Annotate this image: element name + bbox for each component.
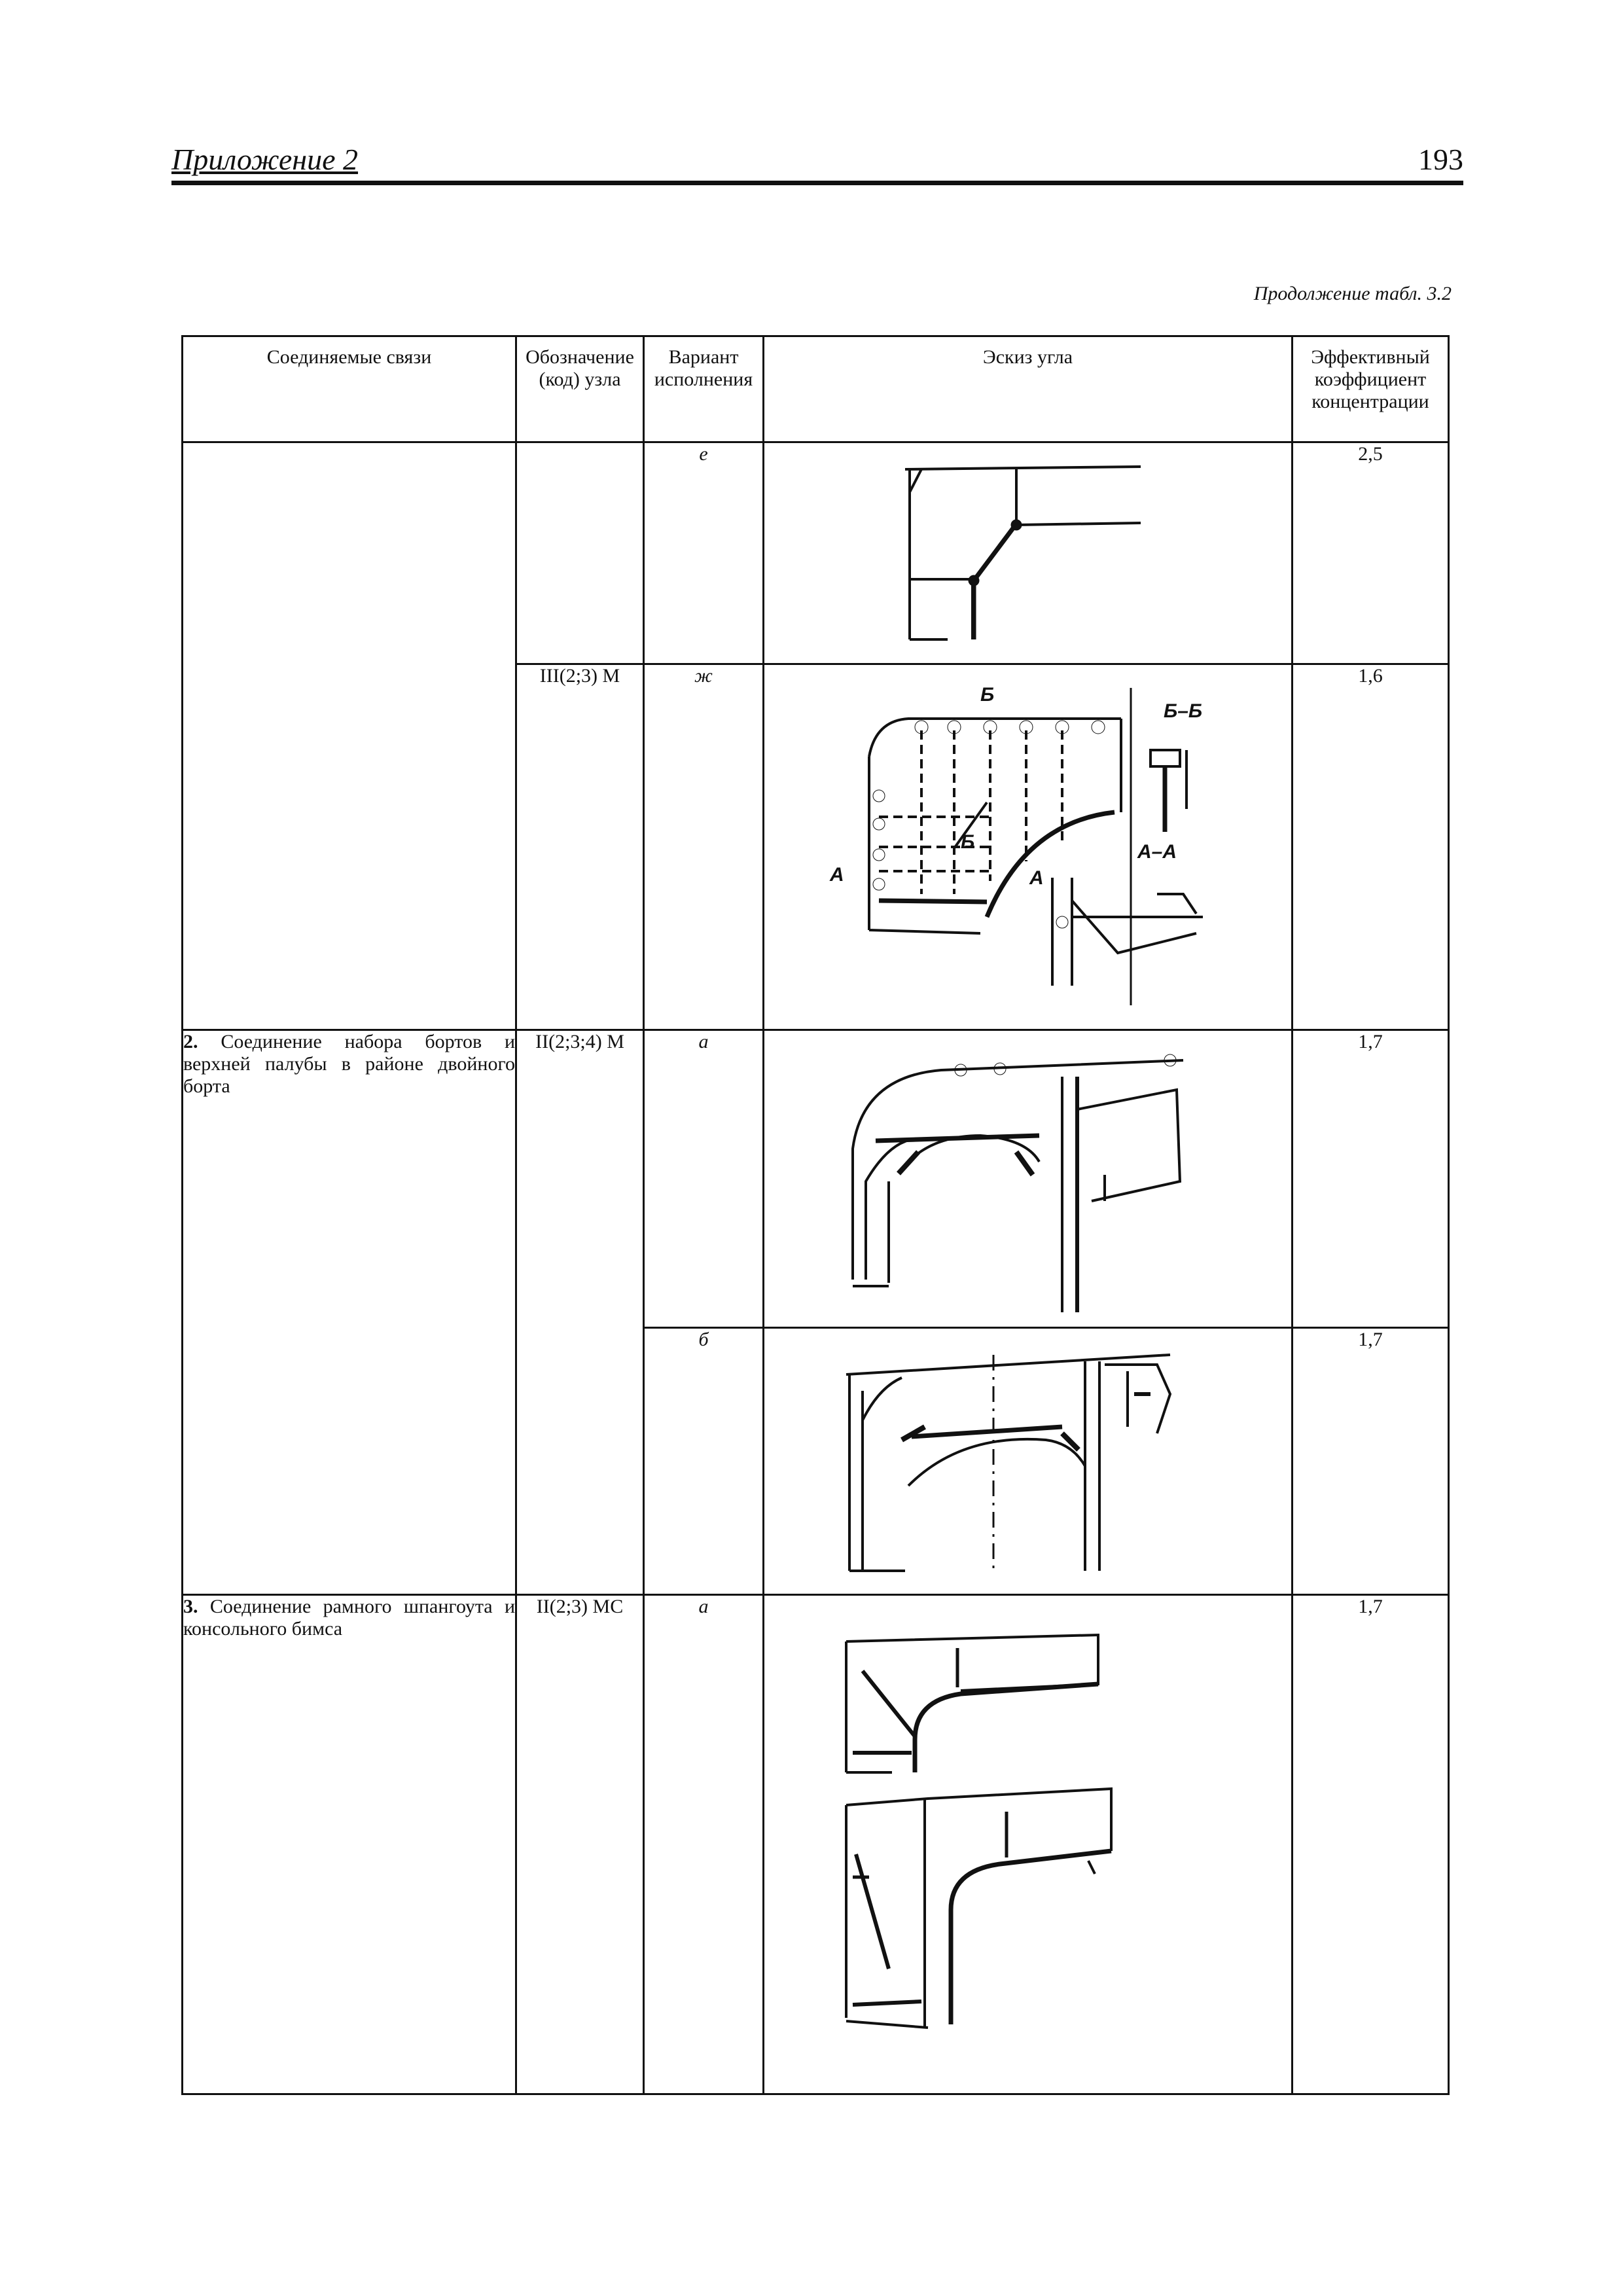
joints-table	[181, 335, 1450, 2095]
variant-cell: а	[644, 1030, 764, 1328]
variant-cell: е	[644, 442, 764, 664]
coefficient-cell: 1,6	[1293, 664, 1449, 1030]
sketch-variant-2a	[764, 1031, 1293, 1327]
sketch-label: А	[830, 864, 844, 886]
sketch-label: А	[1029, 867, 1044, 889]
joint-number: 3.	[183, 1596, 198, 1617]
coefficient-cell: 1,7	[1293, 1595, 1449, 2094]
sketch-variant-zh	[764, 665, 1293, 1029]
variant-cell: а	[644, 1595, 764, 2094]
coefficient-cell: 2,5	[1293, 442, 1449, 664]
header-joint: Соединяемые связи	[183, 336, 516, 442]
variant-cell: ж	[644, 664, 764, 1030]
coefficient-cell: 1,7	[1293, 1328, 1449, 1595]
variant-cell: б	[644, 1328, 764, 1595]
page-number: 193	[1418, 143, 1463, 176]
code-cell: III(2;3) M	[516, 664, 644, 1030]
sketch-variant-2b	[764, 1329, 1293, 1594]
code-cell: II(2;3) MC	[516, 1595, 644, 2094]
joint-cell-2	[183, 1030, 516, 1595]
code-cell	[516, 442, 644, 664]
sketch-cell	[764, 664, 1293, 1030]
header-sketch: Эскиз угла	[764, 336, 1293, 442]
sketch-variant-e	[764, 443, 1293, 663]
sketch-cell	[764, 1030, 1293, 1328]
joint-number: 2.	[183, 1031, 198, 1052]
sketch-label: Б–Б	[1164, 700, 1203, 722]
sketch-label: Б	[961, 831, 975, 853]
table-row	[183, 442, 1449, 664]
joint-cell-3	[183, 1595, 516, 2094]
running-head	[171, 143, 1463, 185]
table-row	[183, 1030, 1449, 1328]
code-cell: II(2;3;4) M	[516, 1030, 644, 1595]
joint-cell-1	[183, 442, 516, 1030]
sketch-cell	[764, 1328, 1293, 1595]
header-coefficient: Эффективный коэффициент концентрации	[1293, 336, 1449, 442]
header-variant: Вариант исполнения	[644, 336, 764, 442]
sketch-variant-3a	[764, 1596, 1293, 2093]
running-head-title: Приложение 2	[171, 143, 359, 176]
joint-text: Соединение рамного шпангоута и консольного бимса	[183, 1596, 516, 1640]
table-continuation-label: Продолжение табл. 3.2	[1253, 283, 1452, 304]
joint-text: Соединение набора бортов и верхней палубы в районе двойного борта	[183, 1031, 516, 1097]
sketch-cell	[764, 442, 1293, 664]
header-code: Обозначение (код) узла	[516, 336, 644, 442]
sketch-label: А–А	[1137, 841, 1177, 863]
table-row	[183, 1595, 1449, 2094]
sketch-cell	[764, 1595, 1293, 2094]
table-header-row	[183, 336, 1449, 442]
sketch-label: Б	[980, 684, 995, 706]
coefficient-cell: 1,7	[1293, 1030, 1449, 1328]
